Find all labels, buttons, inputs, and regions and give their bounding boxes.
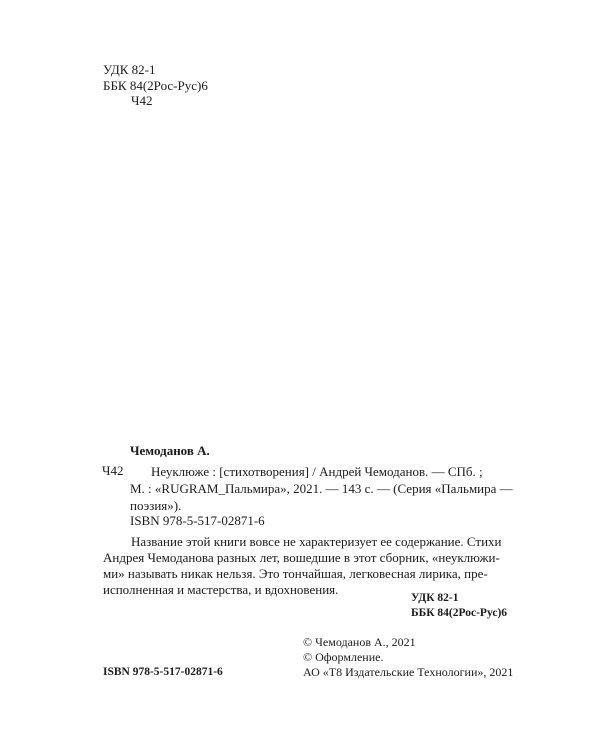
catalog-author-mark: Ч42 <box>102 463 124 478</box>
copyright-block <box>303 635 513 680</box>
bbk-code: ББК 84(2Рос-Рус)6 <box>103 77 208 93</box>
catalog-description <box>130 463 514 514</box>
copyright-line: АО «Т8 Издательские Технологии», 2021 <box>303 665 514 679</box>
annotation-line: ми» называть никак нельзя. Это тончайшая, легковесная лирика, пре- <box>103 566 488 581</box>
author-mark: Ч42 <box>131 93 153 108</box>
copyright-line: © Оформление. <box>303 650 384 664</box>
udk-code: УДК 82-1 <box>103 62 156 77</box>
annotation <box>103 534 513 598</box>
annotation-line: исполненная и мастерства, и вдохновения. <box>103 582 339 597</box>
top-classification-codes <box>103 62 208 109</box>
annotation-line: Андрея Чемоданова разных лет, вошедшие в этот сборник, «неуклюжи- <box>103 550 500 565</box>
bottom-classification-codes <box>411 591 507 621</box>
copyright-line: © Чемоданов А., 2021 <box>303 635 416 649</box>
catalog-description-line: поэзия»). <box>130 498 182 513</box>
isbn-bottom: ISBN 978-5-517-02871-6 <box>103 666 223 678</box>
bbk-code-bottom: ББК 84(2Рос-Рус)6 <box>411 607 508 619</box>
udk-code-bottom: УДК 82-1 <box>411 592 459 604</box>
catalog-author: Чемоданов А. <box>130 443 210 458</box>
catalog-description-line: М. : «RUGRAM_Пальмира», 2021. — 143 с. — (Серия «Пальмира — <box>130 481 513 496</box>
catalog-isbn: ISBN 978-5-517-02871-6 <box>130 513 265 528</box>
catalog-description-line: Неуклюже : [стихотворения] / Андрей Чемоданов. — СПб. ; <box>151 464 483 479</box>
annotation-line: Название этой книги вовсе не характеризует ее содержание. Стихи <box>131 534 502 549</box>
